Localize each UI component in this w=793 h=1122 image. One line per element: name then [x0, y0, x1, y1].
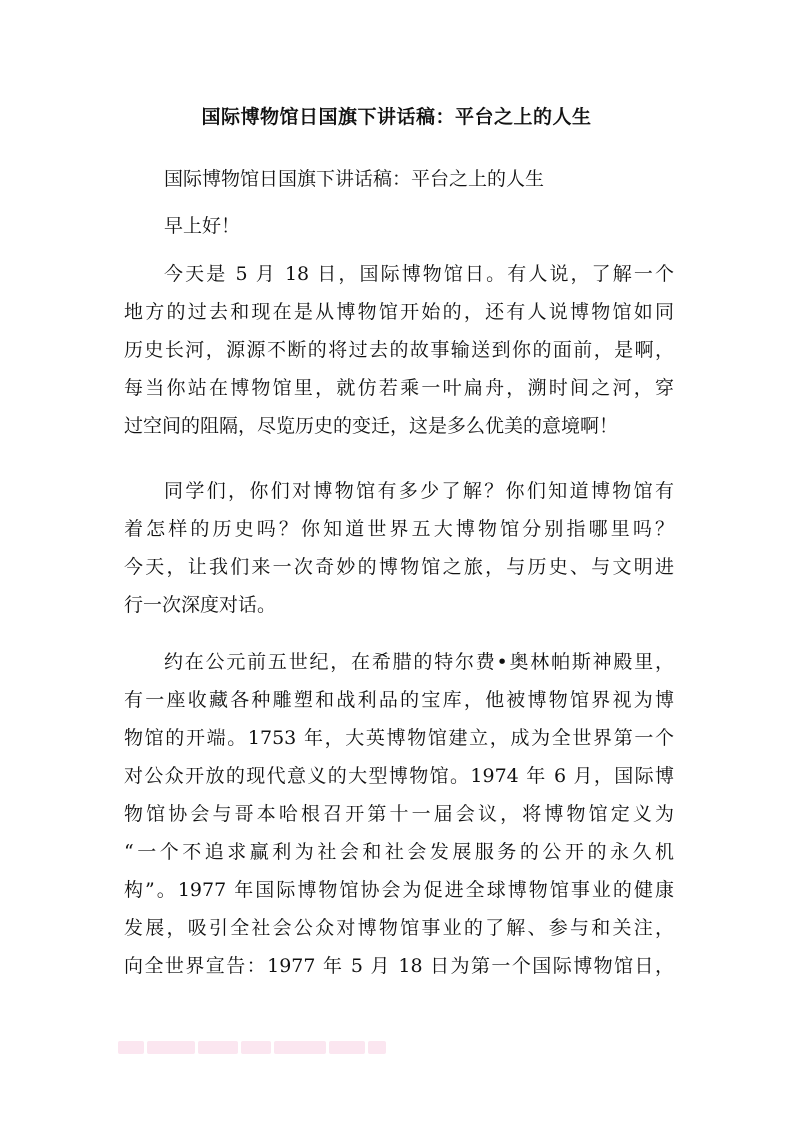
faded-footer-watermark — [118, 1037, 386, 1057]
text-line: 今天，让我们来一次奇妙的博物馆之旅，与历史、与文明进 — [124, 556, 674, 578]
text-line: 同学们，你们对博物馆有多少了解？你们知道博物馆有 — [164, 480, 674, 502]
text-line: 地方的过去和现在是从博物馆开始的，还有人说博物馆如同 — [124, 301, 674, 323]
watermark-block — [274, 1041, 326, 1054]
text-line: 国际博物馆日国旗下讲话稿：平台之上的人生 — [164, 168, 545, 190]
watermark-block — [147, 1041, 195, 1054]
watermark-block — [241, 1041, 271, 1054]
body-paragraph-4 — [124, 472, 674, 624]
text-line: 物馆协会与哥本哈根召开第十一届会议，将博物馆定义为 — [124, 803, 674, 825]
watermark-block — [368, 1041, 386, 1054]
text-line: 着怎样的历史吗？你知道世界五大博物馆分别指哪里吗？ — [124, 518, 674, 540]
body-paragraph-2 — [124, 207, 674, 245]
text-line: 早上好！ — [164, 215, 241, 237]
text-line: 历史长河，源源不断的将过去的故事输送到你的面前，是啊， — [124, 339, 674, 361]
text-line: 有一座收藏各种雕塑和战利品的宝库，他被博物馆界视为博 — [124, 689, 674, 711]
watermark-block — [118, 1041, 144, 1054]
text-line: 约在公元前五世纪，在希腊的特尔费•奥林帕斯神殿里， — [164, 651, 674, 673]
text-line: 对公众开放的现代意义的大型博物馆。1974 年 6 月，国际博 — [124, 765, 674, 787]
text-line: 今天是 5 月 18 日，国际博物馆日。有人说，了解一个 — [164, 263, 674, 285]
text-line: 向全世界宣告：1977 年 5 月 18 日为第一个国际博物馆日， — [124, 955, 674, 977]
watermark-block — [198, 1041, 238, 1054]
watermark-block — [329, 1041, 365, 1054]
text-line: 过空间的阻隔，尽览历史的变迁，这是多么优美的意境啊！ — [124, 415, 619, 437]
body-paragraph-1 — [124, 160, 674, 198]
document-title: 国际博物馆日国旗下讲话稿：平台之上的人生 — [201, 106, 592, 128]
text-line: 构”。1977 年国际博物馆协会为促进全球博物馆事业的健康 — [124, 879, 674, 901]
text-line: 行一次深度对话。 — [124, 594, 277, 616]
text-line: 每当你站在博物馆里，就仿若乘一叶扁舟，溯时间之河，穿 — [124, 377, 674, 399]
body-paragraph-5 — [124, 643, 674, 985]
text-line: “一个不追求赢利为社会和社会发展服务的公开的永久机 — [124, 841, 674, 863]
text-line: 发展，吸引全社会公众对博物馆事业的了解、参与和关注， — [124, 917, 674, 939]
text-line: 物馆的开端。1753 年，大英博物馆建立，成为全世界第一个 — [124, 727, 674, 749]
body-paragraph-3 — [124, 255, 674, 445]
